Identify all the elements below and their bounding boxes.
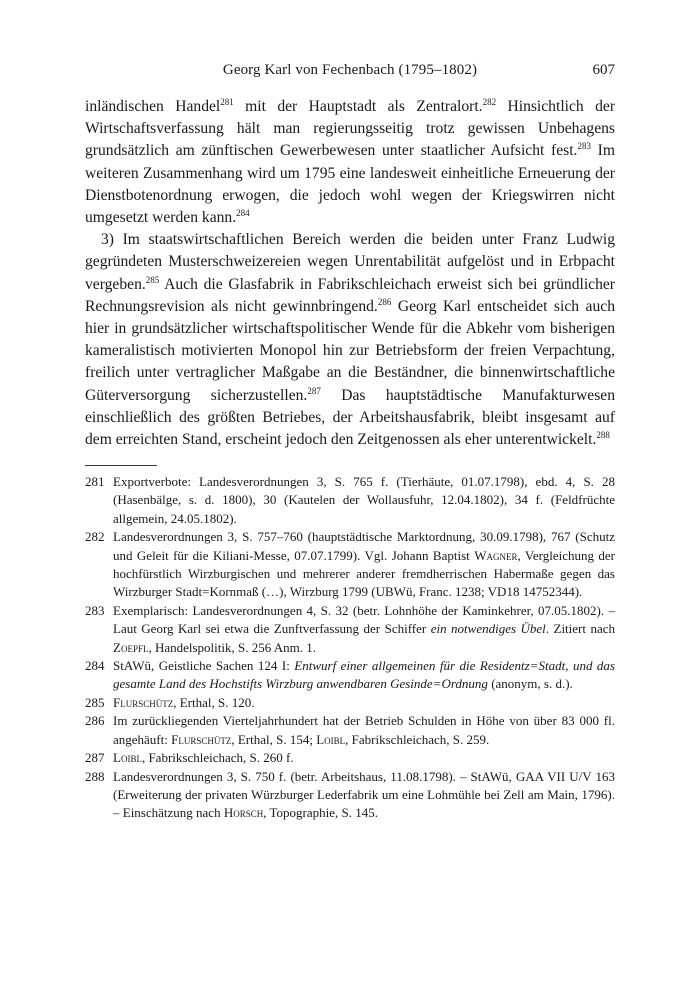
footnote-text: Loibl, Fabrikschleichach, S. 260 f. — [113, 750, 294, 766]
footnote-288 — [85, 768, 615, 823]
footnote-287 — [85, 749, 615, 767]
footnote-text: Exemplarisch: Landesverordnungen 4, S. 32 (betr. Lohnhöhe der Kaminkehrer, 07.05.1802). – Laut Georg Karl sei etwa die Zunftverfassung der Schiffer ein notwendiges Übel. Zitiert nach Zoepfl, Handelspolitik, S. 256 Anm. 1. — [113, 602, 615, 655]
footnote-number: 283 — [85, 602, 105, 618]
author-name: Horsch — [223, 805, 264, 821]
footnote-283 — [85, 602, 615, 657]
page-number: 607 — [592, 62, 615, 78]
footnote-text: Flurschütz, Erthal, S. 120. — [113, 694, 255, 710]
footnote-text: Im zurückliegenden Vierteljahrhundert hat der Betrieb Schulden in Höhe von über 83 000 fl. angehäuft: Flurschütz, Erthal, S. 154; Loibl, Fabrikschleichach, S. 259. — [113, 713, 615, 747]
main-text — [85, 96, 615, 451]
footnote-286 — [85, 712, 615, 749]
author-name: Flurschütz — [113, 694, 174, 710]
footnote-text: Exportverbote: Landesverordnungen 3, S. 765 f. (Tierhäute, 01.07.1798), ebd. 4, S. 28 (Hasenbälge, s. d. 1800), 30 (Kautelen der Wollausfuhr, 12.04.1802), 34 f. (Feldfrüchte allgemein, 24.05.1802). — [113, 474, 615, 526]
footnote-number: 288 — [85, 768, 105, 784]
footnote-ref-286[interactable]: 286 — [377, 296, 392, 307]
footnote-ref-288[interactable]: 288 — [596, 430, 610, 441]
footnote-number: 286 — [85, 713, 105, 729]
footnote-ref-284[interactable]: 284 — [236, 208, 250, 219]
document-title: Entwurf einer allgemeinen für die Residentz=Stadt, und das gesamte Land des Hochstifts Wirzburg anwendbaren Gesinde=Ordnung — [113, 658, 615, 692]
running-header — [85, 62, 615, 84]
author-name: Loibl — [316, 731, 346, 747]
footnote-ref-283[interactable]: 283 — [577, 141, 591, 152]
paragraph-1: inländischen Handel$^{281}$ mit der Hauptstadt als Zentralort.$^{282}$ Hinsichtlich der Wirtschaftsverfassung hält man regierungsseitig trotz gewissen Unbehagens grundsätzlich am zünftischen Gewerbewesen unter staatlicher Aufsicht fest.$^{283}$ Im weiteren Zusammenhang wird um 1795 eine landesweit einheitliche Erneuerung der Dienstbotenordnung erwogen, die jedoch wohl wegen der Kriegswirren nicht umgesetzt werden kann.$^{284}$ — [85, 97, 616, 227]
footnote-text: Landesverordnungen 3, S. 750 f. (betr. Arbeitshaus, 11.08.1798). – StAWü, GAA VII U/V 163 (Erweiterung der privaten Würzburger Lederfabrik um eine Lohmühle bei Zell am Main, 1796). – Einschätzung nach Horsch, Topographie, S. 145. — [113, 768, 615, 821]
footnote-284 — [85, 657, 615, 694]
footnote-ref-285[interactable]: 285 — [145, 274, 160, 285]
footnote-ref-282[interactable]: 282 — [482, 97, 497, 107]
author-name: Zoepfl — [113, 639, 149, 655]
footnote-282 — [85, 528, 615, 602]
footnote-text: StAWü, Geistliche Sachen 124 I: Entwurf einer allgemeinen für die Residentz=Stadt, und das gesamte Land des Hochstifts Wirzburg anwendbaren Gesinde=Ordnung (anonym, s. d.). — [113, 658, 615, 692]
footnote-ref-287[interactable]: 287 — [307, 385, 321, 396]
author-name: Wagner — [474, 547, 518, 563]
footnote-number: 281 — [85, 474, 105, 489]
running-title: Georg Karl von Fechenbach (1795–1802) — [222, 62, 478, 78]
footnote-281 — [85, 473, 615, 528]
footnote-divider — [85, 465, 157, 466]
footnote-ref-281[interactable]: 281 — [220, 97, 234, 107]
author-name: Flurschütz — [171, 731, 232, 747]
footnote-number: 285 — [85, 694, 105, 710]
author-name: Loibl — [113, 750, 142, 766]
footnote-number: 284 — [85, 658, 105, 674]
footnotes — [85, 473, 615, 823]
footnote-number: 287 — [85, 750, 105, 766]
footnote-number: 282 — [85, 529, 105, 545]
paragraph-2: 3) Im staatswirtschaftlichen Bereich werden die beiden unter Franz Ludwig gegründeten Musterschweizereien wegen Unrentabilität aufgelöst und in Erbpacht vergeben.$^{285}$ Auch die Glasfabrik in Fabrikschleichach erweist sich bei gründlicher Rechnungsrevision als nicht gewinnbringend.$^{286}$ Georg Karl entscheidet sich auch hier in grundsätzlicher wirtschaftspolitischer Wende für die Abkehr vom bisherigen kameralistisch motivierten Monopol hin zur Betriebsform der freien Verpachtung, freilich unter vertraglicher Maßgabe an die Beständner, die binnenwirtschaftliche Güterversorgung sicherzustellen.$^{287}$ Das hauptstädtische Manufakturwesen einschließlich des größten Betriebes, der Arbeitshausfabrik, bleibt insgesamt auf dem erreichten Stand, erscheint jedoch den Zeitgenossen als eher unterentwickelt.$^{288}$ — [85, 231, 615, 449]
footnote-text: Landesverordnungen 3, S. 757–760 (hauptstädtische Marktordnung, 30.09.1798), 767 (Schutz und Geleit für die Kiliani-Messe, 07.07.1799). Vgl. Johann Baptist Wagner, Vergleichung der hochfürstlich Wirzburgischen und mehrerer anderer fremdherrischen Habermaße gegen das Wirzburger Stadt=Kornmaß (…), Wirzburg 1799 (UBWü, Franc. 1238; VD18 14752344). — [113, 529, 615, 600]
footnote-285 — [85, 694, 615, 712]
quotation: ein notwendiges Übel — [430, 621, 546, 637]
